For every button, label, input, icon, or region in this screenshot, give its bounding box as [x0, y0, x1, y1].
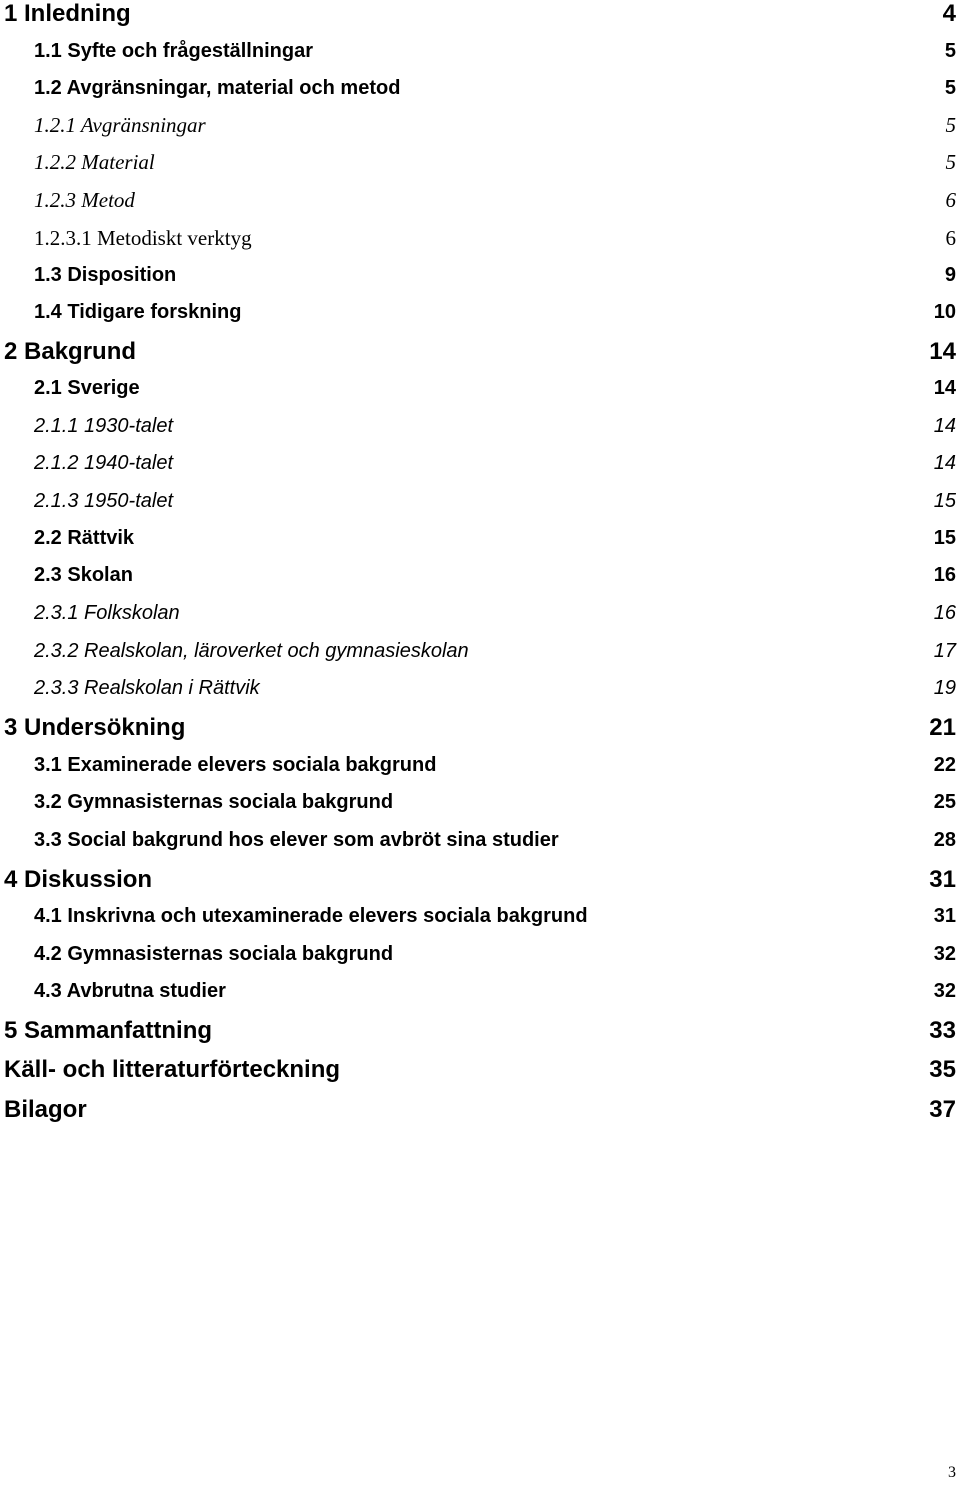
toc-entry-chapter[interactable]: [0, 338, 960, 366]
toc-entry-page: 31: [929, 866, 956, 893]
toc-entry-page: 14: [933, 452, 956, 474]
toc-entry-title: 3.1 Examinerade elevers sociala bakgrund: [34, 754, 437, 776]
toc-entry-title: 1.4 Tidigare forskning: [34, 301, 242, 323]
toc-entry-page: 14: [929, 338, 956, 365]
toc-entry-title: 3.2 Gymnasisternas sociala bakgrund: [34, 791, 394, 813]
toc-entry-page: 4: [942, 0, 956, 27]
toc-entry-page: 9: [944, 264, 956, 286]
toc-entry-subsection[interactable]: [0, 602, 960, 625]
toc-entry-title: 1.2 Avgränsningar, material och metod: [34, 77, 401, 99]
toc-entry-page: 32: [933, 943, 956, 965]
toc-entry-chapter[interactable]: [0, 1096, 960, 1124]
toc-entry-section[interactable]: [0, 377, 960, 400]
toc-entry-page: 15: [933, 527, 956, 549]
toc-entry-section[interactable]: [0, 980, 960, 1003]
toc-entry-page: 6: [945, 188, 956, 212]
toc-entry-page: 14: [933, 415, 956, 437]
toc-entry-title: 2.2 Rättvik: [34, 527, 135, 549]
toc-entry-section[interactable]: [0, 905, 960, 928]
toc-entry-title: 1.2.3.1 Metodiskt verktyg: [34, 226, 252, 250]
toc-entry-section[interactable]: [0, 564, 960, 587]
toc-entry-chapter[interactable]: [0, 866, 960, 894]
toc-entry-section[interactable]: [0, 301, 960, 324]
toc-entry-page: 16: [933, 564, 956, 586]
toc-entry-subsection[interactable]: [0, 640, 960, 663]
toc-entry-title: Bilagor: [4, 1096, 87, 1123]
toc-entry-page: 5: [945, 150, 956, 174]
toc-entry-page: 32: [933, 980, 956, 1002]
toc-entry-page: 35: [929, 1056, 956, 1083]
toc-entry-page: 10: [933, 301, 956, 323]
toc-entry-chapter[interactable]: [0, 1017, 960, 1045]
toc-entry-page: 14: [933, 377, 956, 399]
toc-entry-title: 4.1 Inskrivna och utexaminerade elevers sociala bakgrund: [34, 905, 588, 927]
toc-entry-title: 2.3.1 Folkskolan: [34, 602, 180, 624]
toc-entry-title: 1.1 Syfte och frågeställningar: [34, 40, 313, 62]
toc-entry-subsection[interactable]: [0, 188, 960, 213]
toc-entry-title: Käll- och litteraturförteckning: [4, 1056, 341, 1083]
toc-entry-section[interactable]: [0, 77, 960, 100]
toc-entry-page: 28: [933, 829, 956, 851]
toc-entry-section[interactable]: [0, 791, 960, 814]
toc-entry-title: 5 Sammanfattning: [4, 1017, 213, 1044]
toc-entry-title: 1.2.2 Material: [34, 150, 155, 174]
toc-entry-page: 19: [933, 677, 956, 699]
toc-entry-title: 1.3 Disposition: [34, 264, 177, 286]
page-number: 3: [948, 1464, 956, 1481]
toc-entry-section[interactable]: [0, 943, 960, 966]
toc-entry-chapter[interactable]: [0, 714, 960, 742]
toc-entry-section[interactable]: [0, 40, 960, 63]
toc-entry-subsection[interactable]: [0, 113, 960, 138]
toc-entry-subsection[interactable]: [0, 677, 960, 700]
toc-entry-subsection[interactable]: [0, 452, 960, 475]
toc-entry-page: 15: [933, 490, 956, 512]
toc-entry-page: 31: [933, 905, 956, 927]
toc-entry-title: 2.3 Skolan: [34, 564, 133, 586]
toc-entry-page: 21: [929, 714, 956, 741]
toc-entry-page: 5: [945, 113, 956, 137]
toc-entry-page: 6: [945, 226, 956, 250]
toc-entry-title: 2.1 Sverige: [34, 377, 140, 399]
toc-entry-title: 2.1.3 1950-talet: [34, 490, 173, 512]
toc-entry-section[interactable]: [0, 829, 960, 852]
toc-entry-title: 2.3.3 Realskolan i Rättvik: [34, 677, 260, 699]
toc-entry-page: 22: [933, 754, 956, 776]
toc-entry-chapter[interactable]: [0, 0, 960, 28]
toc-entry-title: 4.2 Gymnasisternas sociala bakgrund: [34, 943, 394, 965]
toc-entry-page: 25: [933, 791, 956, 813]
toc-entry-section[interactable]: [0, 264, 960, 287]
toc-entry-title: 3.3 Social bakgrund hos elever som avbröt sina studier: [34, 829, 559, 851]
toc-entry-page: 16: [933, 602, 956, 624]
toc-entry-subsection[interactable]: [0, 490, 960, 513]
toc-entry-subsubsection[interactable]: [0, 226, 960, 251]
toc-entry-title: 2 Bakgrund: [4, 338, 137, 365]
toc-entry-title: 1 Inledning: [4, 0, 131, 27]
toc-entry-section[interactable]: [0, 527, 960, 550]
toc-entry-page: 5: [944, 40, 956, 62]
toc-entry-title: 1.2.3 Metod: [34, 188, 135, 212]
toc-entry-title: 2.3.2 Realskolan, läroverket och gymnasieskolan: [34, 640, 469, 662]
toc-entry-title: 4 Diskussion: [4, 866, 153, 893]
toc-entry-chapter[interactable]: [0, 1056, 960, 1084]
toc-entry-section[interactable]: [0, 754, 960, 777]
toc-entry-page: 17: [933, 640, 956, 662]
toc-entry-page: 37: [929, 1096, 956, 1123]
toc-entry-title: 3 Undersökning: [4, 714, 186, 741]
toc-entry-subsection[interactable]: [0, 150, 960, 175]
toc-entry-subsection[interactable]: [0, 415, 960, 438]
toc-entry-title: 2.1.1 1930-talet: [34, 415, 173, 437]
toc-entry-title: 1.2.1 Avgränsningar: [34, 113, 206, 137]
toc-entry-title: 4.3 Avbrutna studier: [34, 980, 226, 1002]
toc-entry-page: 33: [929, 1017, 956, 1044]
toc-entry-title: 2.1.2 1940-talet: [34, 452, 173, 474]
toc-entry-page: 5: [944, 77, 956, 99]
